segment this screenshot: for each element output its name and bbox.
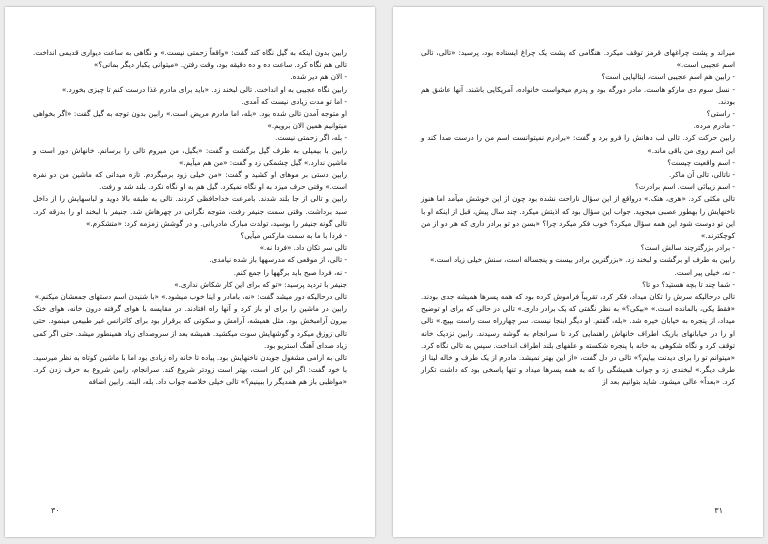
paragraph: - اما تو مدت زیادی نیست که آمدی. [241,96,347,106]
paragraph: رابین دستی بر موهای او کشید و گفت: «من خیلی زود برمیگردم. تازه میدانی که ماشین من دو نفره است.» وقتی حرف میزد به او نگاه نمیکرد. گیل هم به او نگاه نکرد. بلند شد و رفت. [33,170,347,192]
paragraph: رابین در ماشین را برای او باز کرد و آنها راه افتادند. در مقایسه با هوای گرفته درون خانه، هوای خنک بیرون آرامبخش بود. مثل همیشه، آرامش و سکوتی که برقرار بود برای کاترانس غیر طبیعی مینمود. حتی تالی زوزق میکرد و گوشهایش سوت میکشید. همیشه بعد از سروصدای زیاد همینطور میشد. حتی اگر کمی زیاد صدای آهنگ استریو بود. [33,304,347,350]
page-number: ۳۰ [51,506,60,515]
paragraph: میراند و پشت چراغهای قرمز توقف میکرد. هنگامی که پشت یک چراغ ایستاده بود، پرسید: «تالی، تالی اسم عجیبی است.» [421,48,735,70]
paragraph: - اسم واقعیت چیست؟ [667,157,735,167]
paragraph: - شما چند تا بچه هستید؟ دو تا؟ [642,279,735,289]
page-number: ۳۱ [714,506,723,515]
paragraph: تالی درحالیکه سرش را تکان میداد، فکر کرد، تقریباً فراموش کرده بود که همه پسرها همیشه جدی بودند. «فقط یکی، بالمانده است.» «بیکی؟» به نظر نگفتی که یک برادر داری.» تالی در حالی که برای او توضیح میداد، از پنجره به خیابان خیره شد. «بله، گفتم. او دیگر اینجا نیست. سر چهارراه ست راست بپیچ.» تالی او را در خیابانهای باریک اطراف خانهاش راهنمایی کرد تا سرانجام به گوشه رسیدند. رابین نزدیک خانه توقف کرد و نگاه شکوهی به خانه با پنجره شکسته و علفهای بلند اطراف انداخت. سپس به تالی نگاه کرد. «میتوانم تو را برای دیدنت بیایم؟» تالی در دل گفت، «از این بهتر نمیشد. مادرم از یک طرف و خاله لینا از طرف دیگر.» لبخندی زد و جواب همیشگی را که به همه پسرها میداد و تنها پاسخی بود که داشت تکرار کرد. «بعداً» عالی میشود. شاید بتوانیم بعد از [421,292,735,387]
paragraph: - فردا با ما به سمت مارکس میآیی؟ [240,231,347,241]
paragraph: - ناتالی، تالی آن ماکر. [669,170,735,180]
paragraph: رابین به طرف او برگشت و لبخند زد. «بزرگترین برادر بیست و پنجساله است، سنش خیلی زیاد است.» [429,255,735,265]
paragraph: - برادر بزرگترچند سالش است؟ [640,243,735,253]
paragraph: - بله، اگر زحمتی نیست. [275,133,347,143]
paragraph: - راستی؟ [706,109,735,119]
right-page-body [421,47,735,389]
paragraph: تالی به ارامی مشغول جویدن ناخنهایش بود. پیاده تا خانه راه زیادی بود اما با ماشین کوتاه به نظر میرسید. با خود گفت: اگر این کار است، بهتر است زودتر شروع کند. سرانجام، رابین شروع به حرف زدن کرد. «مواظبی باز هم همدیگر را ببینیم؟» تالی خیلی خلاصه جواب داد. بله، البته. رابین اضافه [33,353,347,387]
paragraph: تالی سر تکان داد. «فردا نه.» [259,243,347,253]
paragraph: رابین حرکت کرد. تالی لب دهانش را فرو برد و گفت: «برادرم نمیتوانست اسم من را درست صدا کند و این اسم روی من باقی ماند.» [421,133,735,155]
paragraph: رابین و تالی از جا بلند شدند. بامرعت خداحافظی کردند. تالی به طبقه بالا دوید و لباسهایش را از داخل سبد برداشت. وقتی سمت جنیفر رفت، متوجه نگرانی در چهرهاش شد. جنیفر با لبخند او را بدرقه کرد. تالی گونه جنیفر را بوسید، تولدت مبارک مادربانی. و در گوشش زمزمه کرد: «متشکرم.» [33,194,347,228]
paragraph: تالی مکثی کرد. «هری، هنک.» درواقع از این سؤال ناراحت نشده بود چون از این خوشش میآمد اما هنوز ناخنهایش را بهطور عصبی میجوید. جواب این سؤال بود که اذیتش میکرد. چند سال پیش، قبل از اینکه او با این تو دوست شود این همه سؤال میکرد؟ خوب فکر میکرد چرا؟ «بسن دو تو برادر داری که هر دو از من کوچکترند.» [421,194,735,241]
paragraph: رابین نگاه عجیبی به او انداخت. تالی لبخند زد. «باید برای مادرم غذا درست کنم تا چیزی بخورد.» [61,84,347,94]
left-page [5,7,375,537]
paragraph: - الان هم دیر شده. [290,72,347,82]
paragraph: - اسم زیبائی است. اسم برادرت؟ [634,182,735,192]
paragraph: - نسل سوم دی مارکو هاست. مادر دورگه بود و پدرم میخواست خانواده، آمریکایی باشند. آنها عاشق هم بودند. [421,84,735,106]
paragraph: - نه، فردا صبح باید برگهها را جمع کنم. [233,267,347,277]
left-page-body [33,47,347,389]
paragraph: رابین بدون اینکه به گیل نگاه کند گفت: «واقعاً زحمتی نیست.» و نگاهی به ساعت دیواری قدیمی انداخت. تالی هم نگاه کرد. ساعت ده و ده دقیقه بود، وقت رفتن. «میتوانی یکبار دیگر بمانی؟» [33,48,347,70]
paragraph: - رابین هم اسم عجیبی است، ایتالیایی است؟ [601,72,735,82]
right-page [393,7,763,537]
paragraph: - نه، خیلی پیر است. [674,267,735,277]
paragraph: جنیفر با تردید پرسید: «تو که برای این کار شکاش نداری.» [174,279,347,289]
paragraph: - تالی، از موقعی که مدرسهها باز شده نیامدی. [209,255,347,265]
paragraph: تالی درحالیکه دور میشد گفت: «نه، بامادر و اینا خوب میشود.» «با شنیدن اسم دستهای جمعشان میکنم.» [34,292,347,302]
paragraph: - مادرم مرده. [693,121,735,131]
paragraph: او متوجه آمدن تالی شده بود. «بله، اما مادرم مریض است.» رابین بدون توجه به گیل گفت: «اگر بخواهی میتوانیم همین الان برویم.» [33,109,347,131]
paragraph: رابین با بیمیلی به طرف گیل برگشت و گفت: «بگیل، من میروم تالی را برسانم. خانهاش دور است و ماشین ندارد.» گیل چشمکی زد و گفت: «من هم میآیم.» [33,145,347,167]
